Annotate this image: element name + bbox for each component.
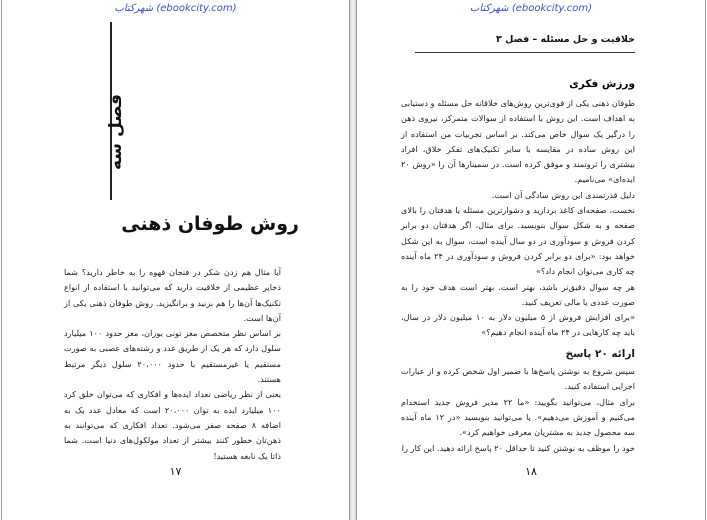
right-page	[356, 0, 706, 520]
paragraph: خود را موظف به نوشتن کنید تا حداقل ۲۰ پاسخ ارائه دهید. این کار را	[401, 442, 635, 453]
running-head: خلاقیت و حل مسئله – فصل ۳	[415, 34, 635, 53]
left-page	[1, 0, 350, 520]
paragraph: هر چه سوال دقیق‌تر باشد، بهتر است. بهتر است هدف خود را به صورت عددی یا مالی تعریف کنید.	[401, 281, 635, 307]
chapter-title: روش طوفان ذهنی	[121, 213, 299, 235]
watermark: شهرکتاب (ebookcity.com)	[469, 3, 593, 14]
section-heading: ارائه ۲۰ پاسخ	[565, 347, 635, 360]
paragraph: برای مثال، می‌توانید بگویید: «ما ۲۲ مدیر فروش جدید استخدام می‌کنیم و آموزش می‌دهیم». یا می‌توانید بنویسید «در ۱۲ ماه آینده سه محصول جدید به مشتریان معرفی خواهیم کرد».	[401, 396, 635, 438]
page-number: ۱۸	[525, 465, 537, 478]
paragraph: نخست، صفحه‌ای کاغذ بردارید و دشوارترین مسئله یا هدفتان را بالای صفحه و به شکل سوال بنویسید. برای مثال، اگر هدفتان دو برابر کردن فروش و سودآوری در دو سال آینده است، سوال به این شکل خواهد بود: «برای دو برابر کردن فروش و سودآوری در ۲۴ ماه آینده چه کاری می‌توان انجام داد؟»	[401, 205, 635, 277]
left-body-text	[64, 265, 281, 464]
paragraph: بر اساس نظر متخصص مغز تونی بوزان، مغز حدود ۱۰۰ میلیارد سلول دارد که هر یک از طریق غدد و رشته‌های عصبی به صورت مستقیم یا غیرمستقیم با حدود ۲۰،۰۰۰ سلول دیگر مرتبط هستند.	[64, 328, 281, 385]
page-number: ۱۷	[169, 465, 182, 478]
right-body-text	[401, 96, 635, 456]
section-heading: ورزش فکری	[569, 78, 635, 90]
watermark: شهرکتاب (ebookcity.com)	[114, 3, 237, 14]
paragraph: «برای افزایش فروش از ۵ میلیون دلار به ۱۰ میلیون دلار در سال، باید چه کارهایی در ۲۴ ماه آینده انجام دهیم؟»	[401, 312, 635, 338]
paragraph: یعنی از نظر ریاضی تعداد ایده‌ها و افکاری که می‌توان خلق کرد ۱۰۰ میلیارد ایده به توان ۲۰،۰۰۰ است که معادل عدد یک به اضافه ۸ صفحه صفر می‌شود. تعداد افکاری که می‌توانند به ذهن‌تان خطور کنند بیشتر از تعداد مولکول‌های دنیا است. شما ذاتا یک نابغه هستید!	[64, 389, 281, 461]
paragraph: آیا مثال هم زدن شکر در فنجان قهوه را به خاطر دارید؟ شما ذخایر عظیمی از خلاقیت دارید که می‌توانید با استفاده از انواع تکنیک‌ها آن‌ها را هم بزنید و برانگیزید. روش طوفان ذهنی یکی از آن‌ها است.	[64, 267, 281, 323]
paragraph: دلیل قدرتمندی این روش سادگی آن است.	[491, 189, 635, 200]
paragraph: طوفان ذهنی یکی از قوی‌ترین روش‌های خلاقانه حل مسئله و دستیابی به اهداف است. این روش با استفاده از سوالات متمرکز، نیروی ذهن را درگیر یک سوال خاص می‌کند. بر اساس تجربیات من استفاده از این روش ساده در مقایسه با سایر تکنیک‌های تفکر خلاق، افراد بیشتری را ثروتمند و موفق کرده است. در سمینارها آن را «روش ۲۰ ایده‌ای» می‌نامیم.	[401, 98, 635, 185]
chapter-label: فصل سه	[106, 93, 127, 171]
paragraph: سپس شروع به نوشتن پاسخ‌ها با ضمیر اول شخص کرده و از عبارات اجرایی استفاده کنید.	[401, 366, 635, 392]
